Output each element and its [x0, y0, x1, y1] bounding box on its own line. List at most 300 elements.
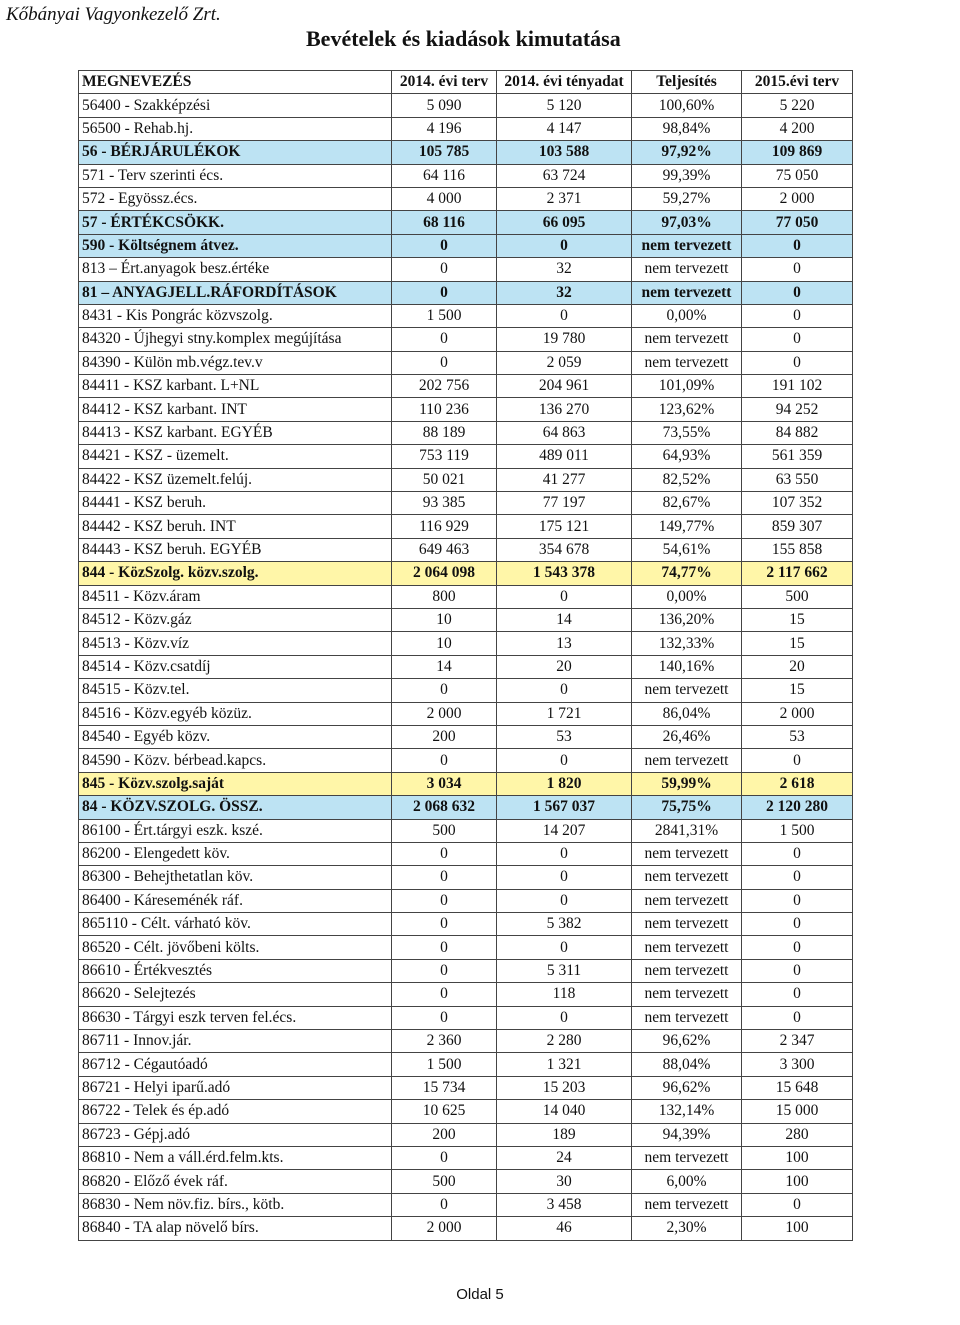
actual-2014-cell: 4 147 [497, 117, 632, 140]
completion-cell: nem tervezett [632, 1146, 742, 1169]
table-row [79, 304, 853, 327]
plan-2014-cell: 64 116 [392, 164, 497, 187]
table-row [79, 281, 853, 304]
table-row [79, 1217, 853, 1240]
plan-2014-cell: 200 [392, 1123, 497, 1146]
row-name-cell: 865110 - Célt. várható köv. [79, 913, 392, 936]
row-name-cell: 86721 - Helyi iparű.adó [79, 1076, 392, 1099]
plan-2014-cell: 0 [392, 328, 497, 351]
plan-2014-cell: 2 000 [392, 1217, 497, 1240]
completion-cell: 132,33% [632, 632, 742, 655]
completion-cell: 98,84% [632, 117, 742, 140]
plan-2014-cell: 1 500 [392, 304, 497, 327]
column-header-actual-2014: 2014. évi tényadat [497, 71, 632, 94]
actual-2014-cell: 41 277 [497, 468, 632, 491]
plan-2015-cell: 94 252 [742, 398, 853, 421]
completion-cell: nem tervezett [632, 983, 742, 1006]
plan-2015-cell: 2 117 662 [742, 562, 853, 585]
plan-2015-cell: 859 307 [742, 515, 853, 538]
plan-2014-cell: 649 463 [392, 538, 497, 561]
table-row [79, 375, 853, 398]
plan-2014-cell: 0 [392, 351, 497, 374]
row-name-cell: 84390 - Külön mb.végz.tev.v [79, 351, 392, 374]
plan-2014-cell: 3 034 [392, 772, 497, 795]
plan-2015-cell: 3 300 [742, 1053, 853, 1076]
plan-2015-cell: 0 [742, 959, 853, 982]
table-row [79, 468, 853, 491]
plan-2014-cell: 105 785 [392, 141, 497, 164]
table-row [79, 702, 853, 725]
table-row [79, 94, 853, 117]
row-name-cell: 86723 - Gépj.adó [79, 1123, 392, 1146]
table-row [79, 562, 853, 585]
row-name-cell: 84590 - Közv. bérbead.kapcs. [79, 749, 392, 772]
completion-cell: 0,00% [632, 304, 742, 327]
completion-cell: 59,27% [632, 187, 742, 210]
completion-cell: 0,00% [632, 585, 742, 608]
completion-cell: 123,62% [632, 398, 742, 421]
row-name-cell: 844 - KözSzolg. közv.szolg. [79, 562, 392, 585]
table-row [79, 187, 853, 210]
row-name-cell: 572 - Egyössz.écs. [79, 187, 392, 210]
plan-2014-cell: 2 360 [392, 1030, 497, 1053]
plan-2014-cell: 0 [392, 889, 497, 912]
plan-2015-cell: 0 [742, 304, 853, 327]
plan-2015-cell: 0 [742, 281, 853, 304]
plan-2014-cell: 0 [392, 936, 497, 959]
table-row [79, 959, 853, 982]
actual-2014-cell: 0 [497, 679, 632, 702]
completion-cell: nem tervezett [632, 1006, 742, 1029]
plan-2014-cell: 0 [392, 1193, 497, 1216]
plan-2015-cell: 100 [742, 1217, 853, 1240]
plan-2015-cell: 77 050 [742, 211, 853, 234]
plan-2015-cell: 5 220 [742, 94, 853, 117]
plan-2015-cell: 0 [742, 983, 853, 1006]
row-name-cell: 84512 - Közv.gáz [79, 608, 392, 631]
actual-2014-cell: 1 321 [497, 1053, 632, 1076]
header-row [79, 71, 853, 94]
row-name-cell: 84515 - Közv.tel. [79, 679, 392, 702]
table-row [79, 538, 853, 561]
plan-2014-cell: 753 119 [392, 445, 497, 468]
actual-2014-cell: 1 543 378 [497, 562, 632, 585]
actual-2014-cell: 13 [497, 632, 632, 655]
plan-2015-cell: 500 [742, 585, 853, 608]
actual-2014-cell: 0 [497, 866, 632, 889]
organization-name: Kőbányai Vagyonkezelő Zrt. [6, 4, 221, 25]
completion-cell: 64,93% [632, 445, 742, 468]
plan-2015-cell: 84 882 [742, 421, 853, 444]
actual-2014-cell: 19 780 [497, 328, 632, 351]
plan-2015-cell: 2 618 [742, 772, 853, 795]
plan-2015-cell: 15 [742, 632, 853, 655]
table-row [79, 211, 853, 234]
completion-cell: 26,46% [632, 725, 742, 748]
row-name-cell: 86610 - Értékvesztés [79, 959, 392, 982]
plan-2014-cell: 93 385 [392, 492, 497, 515]
table-row [79, 866, 853, 889]
row-name-cell: 56 - BÉRJÁRULÉKOK [79, 141, 392, 164]
plan-2014-cell: 0 [392, 866, 497, 889]
completion-cell: 132,14% [632, 1100, 742, 1123]
plan-2015-cell: 561 359 [742, 445, 853, 468]
completion-cell: 94,39% [632, 1123, 742, 1146]
plan-2014-cell: 500 [392, 819, 497, 842]
plan-2014-cell: 4 000 [392, 187, 497, 210]
plan-2015-cell: 0 [742, 842, 853, 865]
completion-cell: nem tervezett [632, 936, 742, 959]
row-name-cell: 86400 - Káreseménék ráf. [79, 889, 392, 912]
actual-2014-cell: 14 040 [497, 1100, 632, 1123]
actual-2014-cell: 0 [497, 749, 632, 772]
row-name-cell: 84513 - Közv.víz [79, 632, 392, 655]
table-row [79, 421, 853, 444]
row-name-cell: 571 - Terv szerinti écs. [79, 164, 392, 187]
row-name-cell: 86820 - Előző évek ráf. [79, 1170, 392, 1193]
table-row [79, 983, 853, 1006]
completion-cell: nem tervezett [632, 351, 742, 374]
table-row [79, 889, 853, 912]
actual-2014-cell: 0 [497, 842, 632, 865]
completion-cell: 82,52% [632, 468, 742, 491]
actual-2014-cell: 46 [497, 1217, 632, 1240]
plan-2015-cell: 0 [742, 258, 853, 281]
plan-2014-cell: 500 [392, 1170, 497, 1193]
page-title: Bevételek és kiadások kimutatása [306, 26, 621, 51]
plan-2015-cell: 0 [742, 889, 853, 912]
row-name-cell: 86722 - Telek és ép.adó [79, 1100, 392, 1123]
completion-cell: 54,61% [632, 538, 742, 561]
plan-2015-cell: 15 [742, 679, 853, 702]
plan-2014-cell: 0 [392, 679, 497, 702]
plan-2014-cell: 10 [392, 608, 497, 631]
completion-cell: 2,30% [632, 1217, 742, 1240]
plan-2015-cell: 75 050 [742, 164, 853, 187]
actual-2014-cell: 63 724 [497, 164, 632, 187]
actual-2014-cell: 103 588 [497, 141, 632, 164]
plan-2014-cell: 0 [392, 281, 497, 304]
table-row [79, 351, 853, 374]
completion-cell: nem tervezett [632, 234, 742, 257]
actual-2014-cell: 2 371 [497, 187, 632, 210]
plan-2015-cell: 0 [742, 1193, 853, 1216]
completion-cell: 136,20% [632, 608, 742, 631]
plan-2014-cell: 10 [392, 632, 497, 655]
actual-2014-cell: 0 [497, 304, 632, 327]
completion-cell: 73,55% [632, 421, 742, 444]
row-name-cell: 56400 - Szakképzési [79, 94, 392, 117]
plan-2015-cell: 100 [742, 1146, 853, 1169]
completion-cell: 59,99% [632, 772, 742, 795]
table-row [79, 1193, 853, 1216]
completion-cell: nem tervezett [632, 679, 742, 702]
plan-2014-cell: 0 [392, 1006, 497, 1029]
table-row [79, 796, 853, 819]
actual-2014-cell: 5 382 [497, 913, 632, 936]
row-name-cell: 86620 - Selejtezés [79, 983, 392, 1006]
plan-2015-cell: 4 200 [742, 117, 853, 140]
table-row [79, 1076, 853, 1099]
actual-2014-cell: 354 678 [497, 538, 632, 561]
actual-2014-cell: 136 270 [497, 398, 632, 421]
table-row [79, 725, 853, 748]
table-row [79, 398, 853, 421]
row-name-cell: 84 - KÖZV.SZOLG. ÖSSZ. [79, 796, 392, 819]
row-name-cell: 84441 - KSZ beruh. [79, 492, 392, 515]
table-row [79, 679, 853, 702]
actual-2014-cell: 3 458 [497, 1193, 632, 1216]
table-row [79, 445, 853, 468]
completion-cell: 75,75% [632, 796, 742, 819]
table-row [79, 585, 853, 608]
actual-2014-cell: 32 [497, 281, 632, 304]
actual-2014-cell: 5 311 [497, 959, 632, 982]
row-name-cell: 84514 - Közv.csatdíj [79, 655, 392, 678]
completion-cell: 97,03% [632, 211, 742, 234]
actual-2014-cell: 14 [497, 608, 632, 631]
row-name-cell: 84442 - KSZ beruh. INT [79, 515, 392, 538]
completion-cell: 96,62% [632, 1030, 742, 1053]
table-row [79, 164, 853, 187]
row-name-cell: 84422 - KSZ üzemelt.felúj. [79, 468, 392, 491]
completion-cell: 149,77% [632, 515, 742, 538]
completion-cell: 6,00% [632, 1170, 742, 1193]
table-row [79, 1100, 853, 1123]
completion-cell: 97,92% [632, 141, 742, 164]
plan-2015-cell: 0 [742, 749, 853, 772]
plan-2014-cell: 2 000 [392, 702, 497, 725]
plan-2015-cell: 280 [742, 1123, 853, 1146]
row-name-cell: 84320 - Újhegyi stny.komplex megújítása [79, 328, 392, 351]
row-name-cell: 86100 - Ért.tárgyi eszk. kszé. [79, 819, 392, 842]
page-number: Oldal 5 [456, 1286, 504, 1303]
plan-2015-cell: 191 102 [742, 375, 853, 398]
plan-2015-cell: 109 869 [742, 141, 853, 164]
completion-cell: nem tervezett [632, 842, 742, 865]
actual-2014-cell: 204 961 [497, 375, 632, 398]
plan-2014-cell: 68 116 [392, 211, 497, 234]
plan-2015-cell: 15 000 [742, 1100, 853, 1123]
table-row [79, 141, 853, 164]
plan-2015-cell: 107 352 [742, 492, 853, 515]
plan-2015-cell: 0 [742, 1006, 853, 1029]
row-name-cell: 86300 - Behejthetatlan köv. [79, 866, 392, 889]
row-name-cell: 84412 - KSZ karbant. INT [79, 398, 392, 421]
actual-2014-cell: 5 120 [497, 94, 632, 117]
plan-2015-cell: 0 [742, 234, 853, 257]
row-name-cell: 84411 - KSZ karbant. L+NL [79, 375, 392, 398]
plan-2015-cell: 0 [742, 328, 853, 351]
row-name-cell: 84443 - KSZ beruh. EGYÉB [79, 538, 392, 561]
plan-2014-cell: 0 [392, 749, 497, 772]
completion-cell: nem tervezett [632, 1193, 742, 1216]
completion-cell: nem tervezett [632, 281, 742, 304]
completion-cell: 82,67% [632, 492, 742, 515]
row-name-cell: 84540 - Egyéb közv. [79, 725, 392, 748]
actual-2014-cell: 24 [497, 1146, 632, 1169]
plan-2014-cell: 0 [392, 258, 497, 281]
row-name-cell: 57 - ÉRTÉKCSÖKK. [79, 211, 392, 234]
actual-2014-cell: 15 203 [497, 1076, 632, 1099]
table-row [79, 258, 853, 281]
completion-cell: 99,39% [632, 164, 742, 187]
plan-2014-cell: 5 090 [392, 94, 497, 117]
table-row [79, 1170, 853, 1193]
column-header-completion: Teljesítés [632, 71, 742, 94]
completion-cell: 101,09% [632, 375, 742, 398]
table-row [79, 655, 853, 678]
table-body [79, 94, 853, 1240]
plan-2014-cell: 0 [392, 842, 497, 865]
plan-2015-cell: 0 [742, 866, 853, 889]
table-row [79, 1053, 853, 1076]
plan-2014-cell: 2 064 098 [392, 562, 497, 585]
actual-2014-cell: 0 [497, 1006, 632, 1029]
completion-cell: nem tervezett [632, 889, 742, 912]
report-table [78, 70, 853, 1241]
plan-2015-cell: 155 858 [742, 538, 853, 561]
column-header-plan-2015: 2015.évi terv [742, 71, 853, 94]
plan-2014-cell: 0 [392, 913, 497, 936]
plan-2014-cell: 4 196 [392, 117, 497, 140]
completion-cell: nem tervezett [632, 328, 742, 351]
row-name-cell: 86712 - Cégautóadó [79, 1053, 392, 1076]
completion-cell: 86,04% [632, 702, 742, 725]
plan-2015-cell: 2 120 280 [742, 796, 853, 819]
column-header-plan-2014: 2014. évi terv [392, 71, 497, 94]
table-row [79, 1146, 853, 1169]
completion-cell: nem tervezett [632, 866, 742, 889]
table-row [79, 515, 853, 538]
actual-2014-cell: 66 095 [497, 211, 632, 234]
actual-2014-cell: 20 [497, 655, 632, 678]
plan-2015-cell: 15 648 [742, 1076, 853, 1099]
completion-cell: nem tervezett [632, 913, 742, 936]
plan-2014-cell: 10 625 [392, 1100, 497, 1123]
row-name-cell: 56500 - Rehab.hj. [79, 117, 392, 140]
actual-2014-cell: 175 121 [497, 515, 632, 538]
table-row [79, 117, 853, 140]
plan-2014-cell: 202 756 [392, 375, 497, 398]
plan-2014-cell: 88 189 [392, 421, 497, 444]
plan-2014-cell: 800 [392, 585, 497, 608]
actual-2014-cell: 0 [497, 889, 632, 912]
table-row [79, 1006, 853, 1029]
row-name-cell: 86520 - Célt. jövőbeni költs. [79, 936, 392, 959]
table-row [79, 819, 853, 842]
row-name-cell: 86711 - Innov.jár. [79, 1030, 392, 1053]
row-name-cell: 845 - Közv.szolg.saját [79, 772, 392, 795]
actual-2014-cell: 118 [497, 983, 632, 1006]
plan-2014-cell: 110 236 [392, 398, 497, 421]
table-row [79, 772, 853, 795]
plan-2014-cell: 0 [392, 1146, 497, 1169]
table-row [79, 1030, 853, 1053]
plan-2014-cell: 0 [392, 983, 497, 1006]
plan-2014-cell: 15 734 [392, 1076, 497, 1099]
plan-2015-cell: 0 [742, 351, 853, 374]
plan-2014-cell: 200 [392, 725, 497, 748]
plan-2014-cell: 0 [392, 959, 497, 982]
plan-2015-cell: 0 [742, 913, 853, 936]
actual-2014-cell: 0 [497, 585, 632, 608]
row-name-cell: 590 - Költségnem átvez. [79, 234, 392, 257]
completion-cell: nem tervezett [632, 258, 742, 281]
actual-2014-cell: 2 059 [497, 351, 632, 374]
table-row [79, 492, 853, 515]
row-name-cell: 81 – ANYAGJELL.RÁFORDÍTÁSOK [79, 281, 392, 304]
row-name-cell: 84511 - Közv.áram [79, 585, 392, 608]
actual-2014-cell: 30 [497, 1170, 632, 1193]
row-name-cell: 84516 - Közv.egyéb közüz. [79, 702, 392, 725]
actual-2014-cell: 14 207 [497, 819, 632, 842]
row-name-cell: 84413 - KSZ karbant. EGYÉB [79, 421, 392, 444]
plan-2014-cell: 0 [392, 234, 497, 257]
table-row [79, 328, 853, 351]
completion-cell: 2841,31% [632, 819, 742, 842]
table-row [79, 749, 853, 772]
completion-cell: 140,16% [632, 655, 742, 678]
column-header-name: MEGNEVEZÉS [79, 71, 392, 94]
actual-2014-cell: 0 [497, 234, 632, 257]
row-name-cell: 86200 - Elengedett köv. [79, 842, 392, 865]
plan-2015-cell: 2 000 [742, 702, 853, 725]
actual-2014-cell: 2 280 [497, 1030, 632, 1053]
completion-cell: 88,04% [632, 1053, 742, 1076]
actual-2014-cell: 1 721 [497, 702, 632, 725]
actual-2014-cell: 53 [497, 725, 632, 748]
plan-2014-cell: 14 [392, 655, 497, 678]
plan-2015-cell: 1 500 [742, 819, 853, 842]
table-row [79, 1123, 853, 1146]
table-row [79, 913, 853, 936]
row-name-cell: 8431 - Kis Pongrác közvszolg. [79, 304, 392, 327]
actual-2014-cell: 0 [497, 936, 632, 959]
table-row [79, 608, 853, 631]
table-row [79, 842, 853, 865]
row-name-cell: 86840 - TA alap növelő bírs. [79, 1217, 392, 1240]
plan-2015-cell: 2 000 [742, 187, 853, 210]
actual-2014-cell: 32 [497, 258, 632, 281]
completion-cell: nem tervezett [632, 959, 742, 982]
actual-2014-cell: 77 197 [497, 492, 632, 515]
table-row [79, 632, 853, 655]
completion-cell: 100,60% [632, 94, 742, 117]
plan-2014-cell: 50 021 [392, 468, 497, 491]
plan-2014-cell: 116 929 [392, 515, 497, 538]
table-row [79, 234, 853, 257]
actual-2014-cell: 1 567 037 [497, 796, 632, 819]
plan-2015-cell: 0 [742, 936, 853, 959]
plan-2015-cell: 53 [742, 725, 853, 748]
completion-cell: 74,77% [632, 562, 742, 585]
row-name-cell: 84421 - KSZ - üzemelt. [79, 445, 392, 468]
completion-cell: nem tervezett [632, 749, 742, 772]
plan-2014-cell: 1 500 [392, 1053, 497, 1076]
plan-2015-cell: 15 [742, 608, 853, 631]
plan-2015-cell: 63 550 [742, 468, 853, 491]
actual-2014-cell: 1 820 [497, 772, 632, 795]
row-name-cell: 86630 - Tárgyi eszk terven fel.écs. [79, 1006, 392, 1029]
actual-2014-cell: 189 [497, 1123, 632, 1146]
actual-2014-cell: 64 863 [497, 421, 632, 444]
row-name-cell: 86830 - Nem növ.fiz. bírs., kötb. [79, 1193, 392, 1216]
plan-2015-cell: 20 [742, 655, 853, 678]
plan-2015-cell: 100 [742, 1170, 853, 1193]
actual-2014-cell: 489 011 [497, 445, 632, 468]
plan-2014-cell: 2 068 632 [392, 796, 497, 819]
